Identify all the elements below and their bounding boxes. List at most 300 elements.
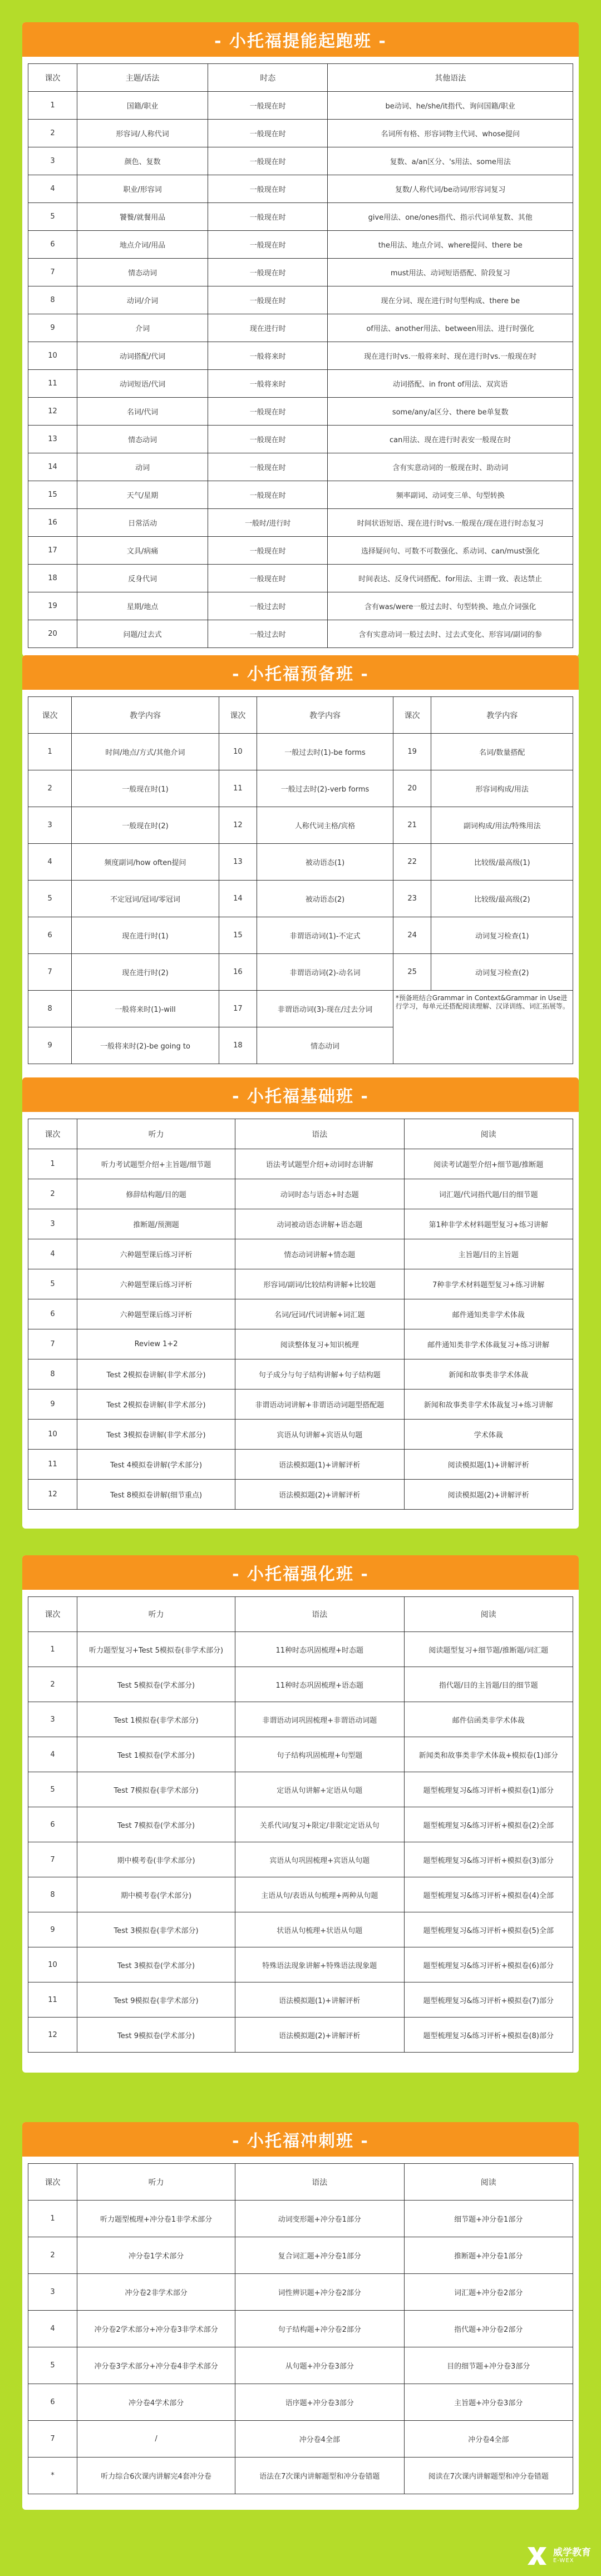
table-cell: 9 xyxy=(28,1027,72,1064)
table-cell: 人称代词主格/宾格 xyxy=(257,807,393,844)
section-title: - 小托福基础班 - xyxy=(22,1077,579,1112)
table-cell: 题型梳理复习&练习评析+模拟卷(7)部分 xyxy=(404,1982,573,2018)
section-tiny-toefl-starter xyxy=(22,22,579,656)
column-header: 听力 xyxy=(77,2164,235,2201)
table-cell: 动词/介词 xyxy=(77,286,208,314)
table-row xyxy=(28,175,573,203)
table-cell: 关系代词/复习+限定/非限定定语从句 xyxy=(235,1807,404,1842)
table-cell: 10 xyxy=(28,1420,77,1450)
column-header: 听力 xyxy=(77,1597,235,1632)
table-cell: 动词短语/代词 xyxy=(77,370,208,398)
table-cell: 一般现在时 xyxy=(208,259,328,286)
table-row xyxy=(28,1179,573,1209)
table-cell: 不定冠词/冠词/零冠词 xyxy=(72,881,219,917)
table-body xyxy=(28,1632,573,2053)
table-cell: 一般将来时(2)-be going to xyxy=(72,1027,219,1064)
table-row xyxy=(28,147,573,175)
table-cell: 反身代词 xyxy=(77,565,208,592)
table-cell: 句子结构题+冲分卷2部分 xyxy=(235,2311,404,2347)
course-table xyxy=(28,63,573,648)
table-cell: 2 xyxy=(28,1179,77,1209)
table-row xyxy=(28,1390,573,1420)
table-cell: 一般现在时 xyxy=(208,286,328,314)
table-cell: 复数/人称代词/be动词/形容词复习 xyxy=(328,175,573,203)
table-cell: 现在进行时vs.一般将来时、现在进行时vs.一般现在时 xyxy=(328,342,573,370)
table-cell: 4 xyxy=(28,175,77,203)
table-row xyxy=(28,1299,573,1329)
table-cell: 6 xyxy=(28,917,72,954)
table-row xyxy=(28,1912,573,1947)
table-cell: 一般现在时 xyxy=(208,92,328,120)
table-cell: 句子成分与句子结构讲解+句子结构题 xyxy=(235,1359,404,1390)
table-row xyxy=(28,426,573,453)
table-cell: 11 xyxy=(28,1982,77,2018)
table-cell: 从句题+冲分卷3部分 xyxy=(235,2347,404,2384)
section-title: - 小托福提能起跑班 - xyxy=(22,22,579,57)
table-cell: 5 xyxy=(28,2347,77,2384)
table-cell: 细节题+冲分卷1部分 xyxy=(404,2201,573,2237)
table-cell: 冲分卷2非学术部分 xyxy=(77,2274,235,2311)
table-cell: 名词/代词 xyxy=(77,398,208,426)
table-cell: 情态动词讲解+情态题 xyxy=(235,1239,404,1269)
table-cell: 非谓语动词(2)-动名词 xyxy=(257,954,393,991)
table-row xyxy=(28,398,573,426)
table-row xyxy=(28,2421,573,2458)
table-cell: 15 xyxy=(28,481,77,509)
table-row xyxy=(28,203,573,231)
table-cell: 非谓语动词(3)-现在/过去分词 xyxy=(257,991,393,1027)
table-cell: 一般现在时 xyxy=(208,203,328,231)
column-header: 阅读 xyxy=(404,2164,573,2201)
table-cell: 10 xyxy=(219,734,257,770)
table-cell: 一般现在时(1) xyxy=(72,770,219,807)
table-cell: 阅读整体复习+知识梳理 xyxy=(235,1329,404,1359)
table-cell: 冲分卷4全部 xyxy=(404,2421,573,2458)
table-cell: 词性辨识题+冲分卷2部分 xyxy=(235,2274,404,2311)
table-cell: 介词 xyxy=(77,314,208,342)
table-cell: 13 xyxy=(28,426,77,453)
table-cell: 推断题+冲分卷1部分 xyxy=(404,2237,573,2274)
table-cell: 职业/形容词 xyxy=(77,175,208,203)
section-tiny-toefl-foundation xyxy=(22,1077,579,1529)
table-row xyxy=(28,259,573,286)
table-cell: Test 5模拟卷(学术部分) xyxy=(77,1667,235,1702)
table-cell: 11 xyxy=(219,770,257,807)
table-cell: 题型梳理复习&练习评析+模拟卷(5)全部 xyxy=(404,1912,573,1947)
table-cell: 动词时态与语态+时态题 xyxy=(235,1179,404,1209)
column-header: 语法 xyxy=(235,1119,404,1149)
column-header: 课次 xyxy=(28,697,72,734)
table-row xyxy=(28,1807,573,1842)
section-tiny-toefl-sprint xyxy=(22,2122,579,2510)
table-cell: 6 xyxy=(28,1807,77,1842)
table-cell: 现在进行时(2) xyxy=(72,954,219,991)
table-cell: 主旨题+冲分卷3部分 xyxy=(404,2384,573,2421)
table-row xyxy=(28,1842,573,1877)
table-cell: 9 xyxy=(28,1912,77,1947)
table-cell: 一般现在时 xyxy=(208,453,328,481)
table-cell: 2 xyxy=(28,2237,77,2274)
table-row xyxy=(28,2384,573,2421)
table-cell: 15 xyxy=(219,917,257,954)
table-cell: 冲分卷1学术部分 xyxy=(77,2237,235,2274)
table-cell: 名词所有格、形容词物主代词、whose提问 xyxy=(328,120,573,147)
table-cell: the用法、地点介词、where提问、there be xyxy=(328,231,573,259)
table-cell: 2 xyxy=(28,120,77,147)
table-cell: 频率副词、动词变三单、句型转换 xyxy=(328,481,573,509)
table-cell: 题型梳理复习&练习评析+模拟卷(6)部分 xyxy=(404,1947,573,1982)
table-cell: 听力题型梳理+冲分卷1非学术部分 xyxy=(77,2201,235,2237)
table-cell: 4 xyxy=(28,1239,77,1269)
table-cell: 20 xyxy=(393,770,431,807)
table-cell: 地点介词/用品 xyxy=(77,231,208,259)
table-cell: 7 xyxy=(28,259,77,286)
table-row xyxy=(28,1737,573,1772)
table-cell: some/any/a区分、there be单复数 xyxy=(328,398,573,426)
table-cell: 情态动词 xyxy=(77,426,208,453)
table-cell: 阅读题型复习+细节题/推断题/词汇题 xyxy=(404,1632,573,1667)
table-cell: 14 xyxy=(219,881,257,917)
table-cell: 语序题+冲分卷3部分 xyxy=(235,2384,404,2421)
table-cell: 一般现在时 xyxy=(208,537,328,565)
table-cell: 11 xyxy=(28,370,77,398)
table-cell: 非谓语动词讲解+非谓语动词题型搭配题 xyxy=(235,1390,404,1420)
table-cell: 冲分卷4全部 xyxy=(235,2421,404,2458)
table-cell: 含有was/were一般过去时、句型转换、地点介词强化 xyxy=(328,592,573,620)
table-cell: 5 xyxy=(28,881,72,917)
table-row xyxy=(28,1149,573,1179)
table-header-row xyxy=(28,64,573,92)
table-cell: Test 9模拟卷(非学术部分) xyxy=(77,1982,235,2018)
table-cell: 名词/数量搭配 xyxy=(431,734,573,770)
table-cell: 一般过去时 xyxy=(208,620,328,648)
table-cell: 9 xyxy=(28,314,77,342)
table-row xyxy=(28,537,573,565)
table-cell: 第1种非学术材料题型复习+练习讲解 xyxy=(404,1209,573,1239)
table-cell: 一般现在时(2) xyxy=(72,807,219,844)
table-cell: 7种非学术材料题型复习+练习讲解 xyxy=(404,1269,573,1299)
table-cell: Test 2模拟卷讲解(非学术部分) xyxy=(77,1359,235,1390)
table-row xyxy=(28,314,573,342)
table-row xyxy=(28,2018,573,2053)
table-cell: 一般时/进行时 xyxy=(208,509,328,537)
table-cell: 一般将来时 xyxy=(208,370,328,398)
table-row xyxy=(28,2311,573,2347)
table-cell: be动词、he/she/it指代、询问国籍/职业 xyxy=(328,92,573,120)
table-row xyxy=(28,592,573,620)
table-cell: Test 3模拟卷(非学术部分) xyxy=(77,1912,235,1947)
table-cell: 复合词汇题+冲分卷1部分 xyxy=(235,2237,404,2274)
table-cell: 一般现在时 xyxy=(208,120,328,147)
table-row xyxy=(28,1877,573,1912)
table-cell: 8 xyxy=(28,1359,77,1390)
table-cell: 5 xyxy=(28,1772,77,1807)
brand-logo-icon xyxy=(524,2543,550,2568)
table-cell: Test 7模拟卷(非学术部分) xyxy=(77,1772,235,1807)
table-cell: 12 xyxy=(28,1480,77,1510)
table-row xyxy=(28,1667,573,1702)
table-row xyxy=(28,453,573,481)
table-cell: 新闻类和故事类非学术体裁+模拟卷(1)部分 xyxy=(404,1737,573,1772)
table-row xyxy=(28,1420,573,1450)
table-header-row xyxy=(28,1119,573,1149)
table-cell: 3 xyxy=(28,1702,77,1737)
table-cell: 语法模拟题(2)+讲解评析 xyxy=(235,2018,404,2053)
table-row xyxy=(28,370,573,398)
table-cell: 一般现在时 xyxy=(208,565,328,592)
table-cell: 8 xyxy=(28,991,72,1027)
column-header: 课次 xyxy=(28,1597,77,1632)
table-cell: Test 9模拟卷(学术部分) xyxy=(77,2018,235,2053)
table-cell: 16 xyxy=(28,509,77,537)
table-cell: 邮件信函类非学术体裁 xyxy=(404,1702,573,1737)
table-row xyxy=(28,1702,573,1737)
column-header: 时态 xyxy=(208,64,328,92)
table-row xyxy=(28,954,573,991)
table-row xyxy=(28,2274,573,2311)
table-cell: 题型梳理复习&练习评析+模拟卷(2)全部 xyxy=(404,1807,573,1842)
table-cell: 1 xyxy=(28,2201,77,2237)
table-cell: 一般过去时(1)-be forms xyxy=(257,734,393,770)
table-cell: 形容词/人称代词 xyxy=(77,120,208,147)
table-cell: 16 xyxy=(219,954,257,991)
table-cell: 主旨题/目的主旨题 xyxy=(404,1239,573,1269)
table-row xyxy=(28,2458,573,2494)
table-row xyxy=(28,1480,573,1510)
table-cell: 11种时态巩固梳理+语态题 xyxy=(235,1667,404,1702)
table-row xyxy=(28,92,573,120)
table-cell: 一般现在时 xyxy=(208,175,328,203)
table-cell: 指代题/目的主旨题/目的细节题 xyxy=(404,1667,573,1702)
table-cell: 7 xyxy=(28,2421,77,2458)
table-cell: 21 xyxy=(393,807,431,844)
table-cell: 词汇题/代词指代题/目的细节题 xyxy=(404,1179,573,1209)
table-cell: 一般现在时 xyxy=(208,481,328,509)
column-header: 课次 xyxy=(28,64,77,92)
table-cell: 8 xyxy=(28,1877,77,1912)
column-header: 阅读 xyxy=(404,1597,573,1632)
column-header: 课次 xyxy=(28,2164,77,2201)
table-cell: 20 xyxy=(28,620,77,648)
table-header-row xyxy=(28,697,573,734)
table-row xyxy=(28,1329,573,1359)
table-cell: 3 xyxy=(28,1209,77,1239)
table-cell: 听力综合6次课内讲解完4套冲分卷 xyxy=(77,2458,235,2494)
course-table xyxy=(28,2163,573,2494)
table-cell: 目的细节题+冲分卷3部分 xyxy=(404,2347,573,2384)
column-header: 教学内容 xyxy=(72,697,219,734)
table-cell: 非谓语动词(1)-不定式 xyxy=(257,917,393,954)
table-row xyxy=(28,481,573,509)
table-cell: 阅读在7次课内讲解题型和冲分卷错题 xyxy=(404,2458,573,2494)
table-cell: 25 xyxy=(393,954,431,991)
table-body xyxy=(28,2201,573,2494)
table-body xyxy=(28,734,573,1064)
table-cell: 题型梳理复习&练习评析+模拟卷(4)全部 xyxy=(404,1877,573,1912)
table-row xyxy=(28,991,573,1027)
column-header: 语法 xyxy=(235,2164,404,2201)
column-header: 课次 xyxy=(219,697,257,734)
table-cell: 状语从句梳理+状语从句题 xyxy=(235,1912,404,1947)
table-cell: 13 xyxy=(219,844,257,881)
table-cell: 17 xyxy=(28,537,77,565)
column-header: 其他语法 xyxy=(328,64,573,92)
table-cell: 17 xyxy=(219,991,257,1027)
table-cell: 12 xyxy=(28,398,77,426)
table-cell: 宾语从句巩固梳理+宾语从句题 xyxy=(235,1842,404,1877)
course-table xyxy=(28,696,573,1064)
column-header: 语法 xyxy=(235,1597,404,1632)
table-row xyxy=(28,917,573,954)
table-cell: 期中模考卷(非学术部分) xyxy=(77,1842,235,1877)
table-cell: 5 xyxy=(28,203,77,231)
table-cell: 动词 xyxy=(77,453,208,481)
table-cell: Test 4模拟卷讲解(学术部分) xyxy=(77,1450,235,1480)
table-cell: can用法、现在进行时表安一般现在时 xyxy=(328,426,573,453)
table-cell: 动词被动语态讲解+语态题 xyxy=(235,1209,404,1239)
table-cell: 推断题/预测题 xyxy=(77,1209,235,1239)
table-row xyxy=(28,620,573,648)
table-cell: 宾语从句讲解+宾语从句题 xyxy=(235,1420,404,1450)
table-cell: 指代题+冲分卷2部分 xyxy=(404,2311,573,2347)
column-header: 教学内容 xyxy=(431,697,573,734)
table-cell: 形容词/副词/比较结构讲解+比较题 xyxy=(235,1269,404,1299)
table-body xyxy=(28,1149,573,1510)
table-cell: 比较级/最高级(1) xyxy=(431,844,573,881)
table-row xyxy=(28,1772,573,1807)
table-cell: 题型梳理复习&练习评析+模拟卷(8)部分 xyxy=(404,2018,573,2053)
table-row xyxy=(28,1239,573,1269)
table-cell: 语法模拟题(2)+讲解评析 xyxy=(235,1480,404,1510)
table-cell: 动词搭配/代词 xyxy=(77,342,208,370)
table-cell: 7 xyxy=(28,1842,77,1877)
table-cell: 日常活动 xyxy=(77,509,208,537)
table-cell: 2 xyxy=(28,1667,77,1702)
table-cell: 1 xyxy=(28,1632,77,1667)
table-cell: 选择疑问句、可数不可数强化、系动词、can/must强化 xyxy=(328,537,573,565)
table-row xyxy=(28,844,573,881)
table-cell: 1 xyxy=(28,92,77,120)
table-cell: 4 xyxy=(28,844,72,881)
table-cell: 一般现在时 xyxy=(208,231,328,259)
table-cell: 24 xyxy=(393,917,431,954)
table-header-row xyxy=(28,2164,573,2201)
table-cell: 一般现在时 xyxy=(208,426,328,453)
table-cell: 一般现在时 xyxy=(208,147,328,175)
table-cell: 阅读模拟题(1)+讲解评析 xyxy=(404,1450,573,1480)
table-cell: Test 2模拟卷讲解(非学术部分) xyxy=(77,1390,235,1420)
table-cell: / xyxy=(77,2421,235,2458)
table-cell: 时间表达、反身代词搭配、for用法、主谓一致、表达禁止 xyxy=(328,565,573,592)
table-cell: 邮件通知类非学术体裁 xyxy=(404,1299,573,1329)
table-row xyxy=(28,1209,573,1239)
table-cell: 时间状语短语、现在进行时vs.一般现在/现在进行时态复习 xyxy=(328,509,573,537)
table-cell: 新闻和故事类非学术体裁复习+练习讲解 xyxy=(404,1390,573,1420)
table-cell: 阅读模拟题(2)+讲解评析 xyxy=(404,1480,573,1510)
column-header: 阅读 xyxy=(404,1119,573,1149)
table-cell: 冲分卷2学术部分+冲分卷3非学术部分 xyxy=(77,2311,235,2347)
section-title: - 小托福冲刺班 - xyxy=(22,2122,579,2157)
table-row xyxy=(28,1450,573,1480)
table-cell: Test 1模拟卷(学术部分) xyxy=(77,1737,235,1772)
table-cell: must用法、动词短语搭配、阶段复习 xyxy=(328,259,573,286)
table-cell: 题型梳理复习&练习评析+模拟卷(3)部分 xyxy=(404,1842,573,1877)
table-row xyxy=(28,1982,573,2018)
table-cell: 问题/过去式 xyxy=(77,620,208,648)
table-row xyxy=(28,2201,573,2237)
table-cell: 一般将来时 xyxy=(208,342,328,370)
table-cell: 7 xyxy=(28,954,72,991)
table-cell: 复数、a/an区分、's用法、some用法 xyxy=(328,147,573,175)
table-cell: Test 1模拟卷(非学术部分) xyxy=(77,1702,235,1737)
table-row xyxy=(28,2347,573,2384)
table-cell: 词汇题+冲分卷2部分 xyxy=(404,2274,573,2311)
table-cell: 动词复习检查(2) xyxy=(431,954,573,991)
table-cell: 形容词构成/用法 xyxy=(431,770,573,807)
table-cell: 主语从句/表语从句梳理+两种从句题 xyxy=(235,1877,404,1912)
table-cell: 1 xyxy=(28,1149,77,1179)
table-cell: 被动语态(1) xyxy=(257,844,393,881)
table-cell: 饕餮/就餐用品 xyxy=(77,203,208,231)
table-cell: 非谓语动词巩固梳理+非谓语动词题 xyxy=(235,1702,404,1737)
table-cell: 听力考试题型介绍+主旨题/细节题 xyxy=(77,1149,235,1179)
table-cell: 3 xyxy=(28,2274,77,2311)
table-cell: 1 xyxy=(28,734,72,770)
table-cell: 动词搭配、in front of用法、双宾语 xyxy=(328,370,573,398)
table-cell: 19 xyxy=(393,734,431,770)
table-row xyxy=(28,509,573,537)
column-header: 主题/话法 xyxy=(77,64,208,92)
section-title: - 小托福强化班 - xyxy=(22,1555,579,1590)
table-cell: 语法模拟题(1)+讲解评析 xyxy=(235,1450,404,1480)
table-cell: 22 xyxy=(393,844,431,881)
table-cell: 一般过去时 xyxy=(208,592,328,620)
table-row xyxy=(28,1269,573,1299)
course-table xyxy=(28,1596,573,2053)
table-cell: 9 xyxy=(28,1390,77,1420)
table-cell: 六种题型课后练习评析 xyxy=(77,1239,235,1269)
table-cell: 定语从句讲解+定语从句题 xyxy=(235,1772,404,1807)
table-row xyxy=(28,770,573,807)
table-cell: 含有实意动词的一般现在时、助动词 xyxy=(328,453,573,481)
table-cell: 18 xyxy=(219,1027,257,1064)
table-cell: 冲分卷4学术部分 xyxy=(77,2384,235,2421)
table-cell: give用法、one/ones指代、指示代词单复数、其他 xyxy=(328,203,573,231)
table-row xyxy=(28,1632,573,1667)
table-cell: 情态动词 xyxy=(257,1027,393,1064)
table-cell: 2 xyxy=(28,770,72,807)
table-cell: 3 xyxy=(28,807,72,844)
table-cell: 比较级/最高级(2) xyxy=(431,881,573,917)
table-row xyxy=(28,231,573,259)
table-header-row xyxy=(28,1597,573,1632)
table-cell: 天气/星期 xyxy=(77,481,208,509)
brand-badge xyxy=(524,2543,591,2568)
table-cell: 情态动词 xyxy=(77,259,208,286)
table-cell: Test 7模拟卷(学术部分) xyxy=(77,1807,235,1842)
table-cell: 6 xyxy=(28,1299,77,1329)
section-tiny-toefl-intensive xyxy=(22,1555,579,2073)
table-row xyxy=(28,1947,573,1982)
table-cell: 修辞结构题/目的题 xyxy=(77,1179,235,1209)
table-cell: * xyxy=(28,2458,77,2494)
table-cell: 语法模拟题(1)+讲解评析 xyxy=(235,1982,404,2018)
table-cell: 动词变形题+冲分卷1部分 xyxy=(235,2201,404,2237)
table-cell: 国籍/职业 xyxy=(77,92,208,120)
table-cell: 新闻和故事类非学术体裁 xyxy=(404,1359,573,1390)
table-body xyxy=(28,92,573,648)
table-cell: 4 xyxy=(28,2311,77,2347)
